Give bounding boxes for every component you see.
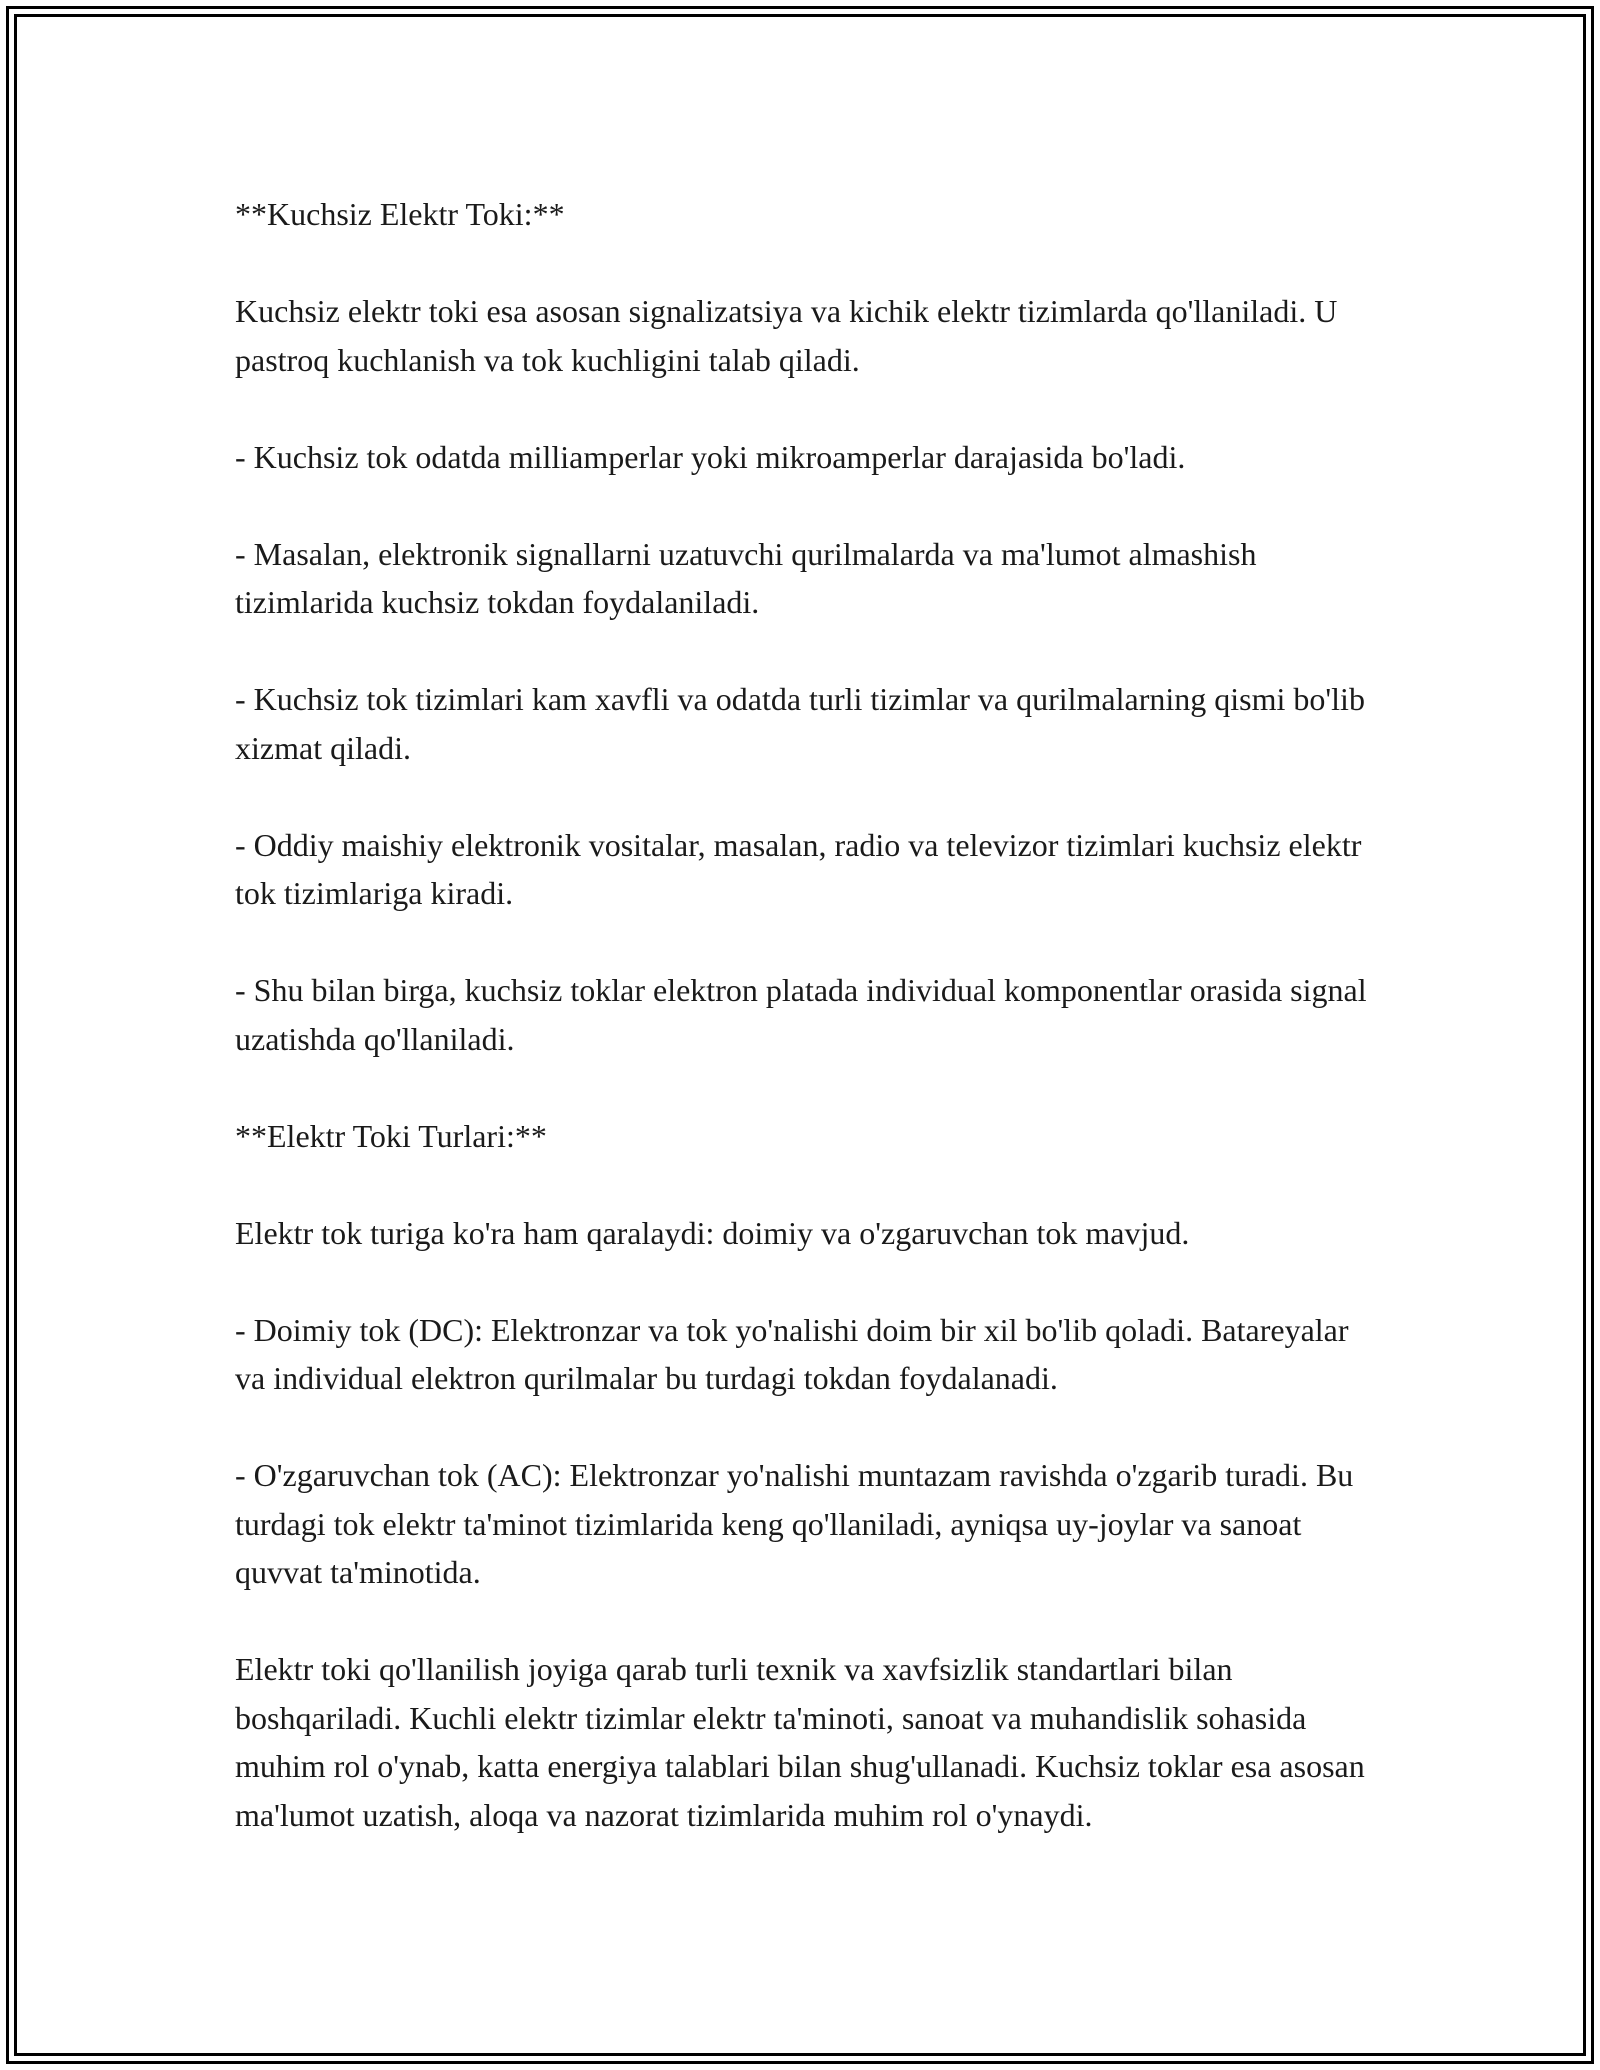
paragraph-types-intro: Elektr tok turiga ko'ra ham qaralaydi: doimiy va o'zgaruvchan tok mavjud. [235, 1214, 1190, 1251]
paragraph-conclusion: Elektr toki qo'llanilish joyiga qarab turli texnik va xavfsizlik standartlari bilan boshqariladi. Kuchli elektr tizimlar elektr ta'minoti, sanoat va muhandislik sohasida muhim rol o'ynab, katta energiya talablari bilan shug'ullanadi. Kuchsiz toklar esa asosan ma'lumot uzatish, aloqa va nazorat tizimlarida muhim rol o'ynaydi. [235, 1651, 1365, 1833]
paragraph-intro: Kuchsiz elektr toki esa asosan signalizatsiya va kichik elektr tizimlarda qo'llaniladi. U pastroq kuchlanish va tok kuchligini talab qiladi. [235, 293, 1338, 378]
section-heading-current-types: **Elektr Toki Turlari:** [235, 1117, 547, 1154]
bullet-item: - Doimiy tok (DC): Elektronzar va tok yo'nalishi doim bir xil bo'lib qoladi. Batareyalar va individual elektron qurilmalar bu turdagi tokdan foydalanadi. [235, 1311, 1349, 1396]
bullet-item: - O'zgaruvchan tok (AC): Elektronzar yo'nalishi muntazam ravishda o'zgarib turadi. Bu turdagi tok elektr ta'minot tizimlarida keng qo'llaniladi, ayniqsa uy-joylar va sanoat quvvat ta'minotida. [235, 1457, 1354, 1590]
bullet-item: - Shu bilan birga, kuchsiz toklar elektron platada individual komponentlar orasida signal uzatishda qo'llaniladi. [235, 972, 1367, 1057]
document-body [235, 190, 1375, 1888]
bullet-item: - Kuchsiz tok tizimlari kam xavfli va odatda turli tizimlar va qurilmalarning qismi bo'lib xizmat qiladi. [235, 681, 1365, 766]
bullet-item: - Masalan, elektronik signallarni uzatuvchi qurilmalarda va ma'lumot almashish tizimlarida kuchsiz tokdan foydalaniladi. [235, 535, 1257, 620]
bullet-item: - Oddiy maishiy elektronik vositalar, masalan, radio va televizor tizimlari kuchsiz elektr tok tizimlariga kiradi. [235, 826, 1362, 911]
bullet-item: - Kuchsiz tok odatda milliamperlar yoki mikroamperlar darajasida bo'ladi. [235, 438, 1186, 475]
section-heading-weak-current: **Kuchsiz Elektr Toki:** [235, 196, 565, 232]
